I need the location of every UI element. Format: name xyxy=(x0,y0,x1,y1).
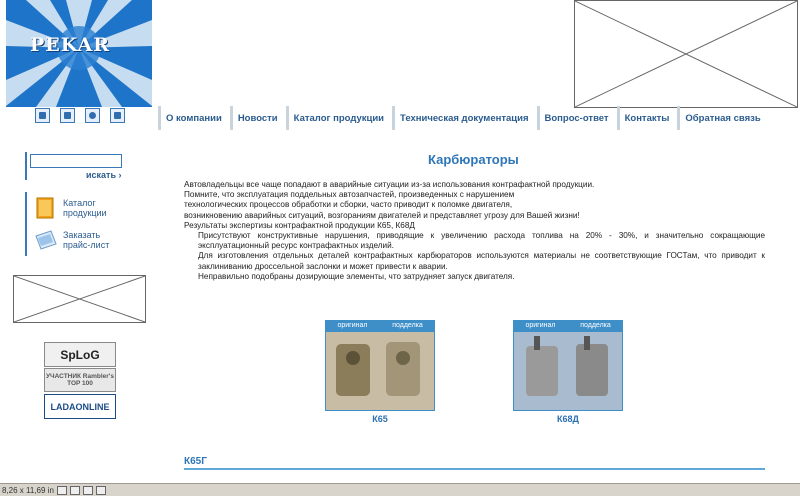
intro-line: технологических процессов обработки и сборки, часто приводит к поломке двигателя, xyxy=(184,200,513,210)
status-bar xyxy=(0,483,800,496)
fake-label: подделка xyxy=(392,322,423,329)
nav-item-about[interactable]: О компании xyxy=(158,106,227,130)
catalog-link-label: Каталог продукции xyxy=(63,198,107,218)
product-header xyxy=(325,320,435,332)
nav-item-news[interactable]: Новости xyxy=(230,106,283,130)
intro-line: Автовладельцы все чаще попадают в аварийные ситуации из-за использования контрафактной продукции. xyxy=(184,180,595,189)
section-divider xyxy=(184,468,765,470)
search-button[interactable]: искать › xyxy=(86,170,122,180)
logo-text: PEKAR xyxy=(30,34,111,56)
pekar-logo[interactable] xyxy=(6,0,152,107)
mail-icon[interactable] xyxy=(110,108,125,123)
catalog-link[interactable] xyxy=(25,192,131,224)
price-list-label: Заказать прайс-лист xyxy=(63,230,110,250)
view-grid-icon[interactable] xyxy=(83,486,93,495)
placeholder-cross-icon xyxy=(14,276,145,322)
view-split-icon[interactable] xyxy=(70,486,80,495)
catalog-book-icon xyxy=(33,196,59,220)
product-caption[interactable]: К65 xyxy=(372,414,388,424)
view-scroll-icon[interactable] xyxy=(96,486,106,495)
price-list-icon xyxy=(33,228,59,252)
product-header xyxy=(513,320,623,332)
sidebar-ad-placeholder xyxy=(13,275,146,323)
search-accent xyxy=(25,152,27,180)
finding-item: Присутствуют конструктивные нарушения, приводящие к увеличению расхода топлива на 20% - 30%, и значительно сокращающие эксплуатационный ресурс контрафактных изделий. xyxy=(198,231,765,251)
section-heading: К65Г xyxy=(184,456,207,467)
sitemap-icon[interactable] xyxy=(60,108,75,123)
intro-line: Результаты экспертизы контрафактной продукции К65, К68Д xyxy=(184,220,415,230)
splog-badge[interactable]: SpLoG xyxy=(44,342,116,367)
nav-item-feedback[interactable]: Обратная связь xyxy=(677,106,765,130)
placeholder-cross-icon xyxy=(575,1,797,107)
home-icon[interactable] xyxy=(35,108,50,123)
original-label: оригинал xyxy=(525,322,556,329)
finding-item: Для изготовления отдельных деталей контрафактных карбюраторов используются материалы не соответствующие ГОСТам, что приводит к заклиниванию дроссельной заслонки и может привести к аварии. xyxy=(198,251,765,271)
main-nav xyxy=(158,106,769,130)
page-title: Карбюраторы xyxy=(428,152,519,167)
article-body xyxy=(184,180,765,282)
nav-item-faq[interactable]: Вопрос-ответ xyxy=(537,106,614,130)
view-normal-icon[interactable] xyxy=(57,486,67,495)
fake-label: подделка xyxy=(580,322,611,329)
search-input[interactable] xyxy=(30,154,122,168)
product-k65[interactable] xyxy=(325,320,435,424)
finding-item: Неправильно подобраны дозирующие элементы, что затрудняет запуск двигателя. xyxy=(198,271,515,281)
product-photo[interactable] xyxy=(325,332,435,411)
intro-line: возникновению аварийных ситуаций, возгораниям двигателей и представляет угрозу для Вашей жизни! xyxy=(184,210,580,220)
original-label: оригинал xyxy=(337,322,368,329)
globe-icon[interactable] xyxy=(85,108,100,123)
carburetor-image xyxy=(514,332,622,410)
product-k68d[interactable] xyxy=(513,320,623,424)
product-photo[interactable] xyxy=(513,332,623,411)
nav-item-docs[interactable]: Техническая документация xyxy=(392,106,533,130)
nav-item-catalog[interactable]: Каталог продукции xyxy=(286,106,389,130)
nav-item-contacts[interactable]: Контакты xyxy=(617,106,675,130)
rambler-top100-badge[interactable]: УЧАСТНИК Rambler's TOP 100 xyxy=(44,368,116,392)
product-caption[interactable]: К68Д xyxy=(557,414,579,424)
page-size-readout: 8,26 x 11,69 in xyxy=(2,485,54,495)
ladaonline-badge[interactable]: LADAONLINE xyxy=(44,394,116,419)
intro-line: Помните, что эксплуатация поддельных автозапчастей, произведенных с нарушением xyxy=(184,190,515,200)
price-list-link[interactable] xyxy=(25,224,131,256)
banner-placeholder xyxy=(574,0,798,108)
carburetor-image xyxy=(326,332,434,410)
